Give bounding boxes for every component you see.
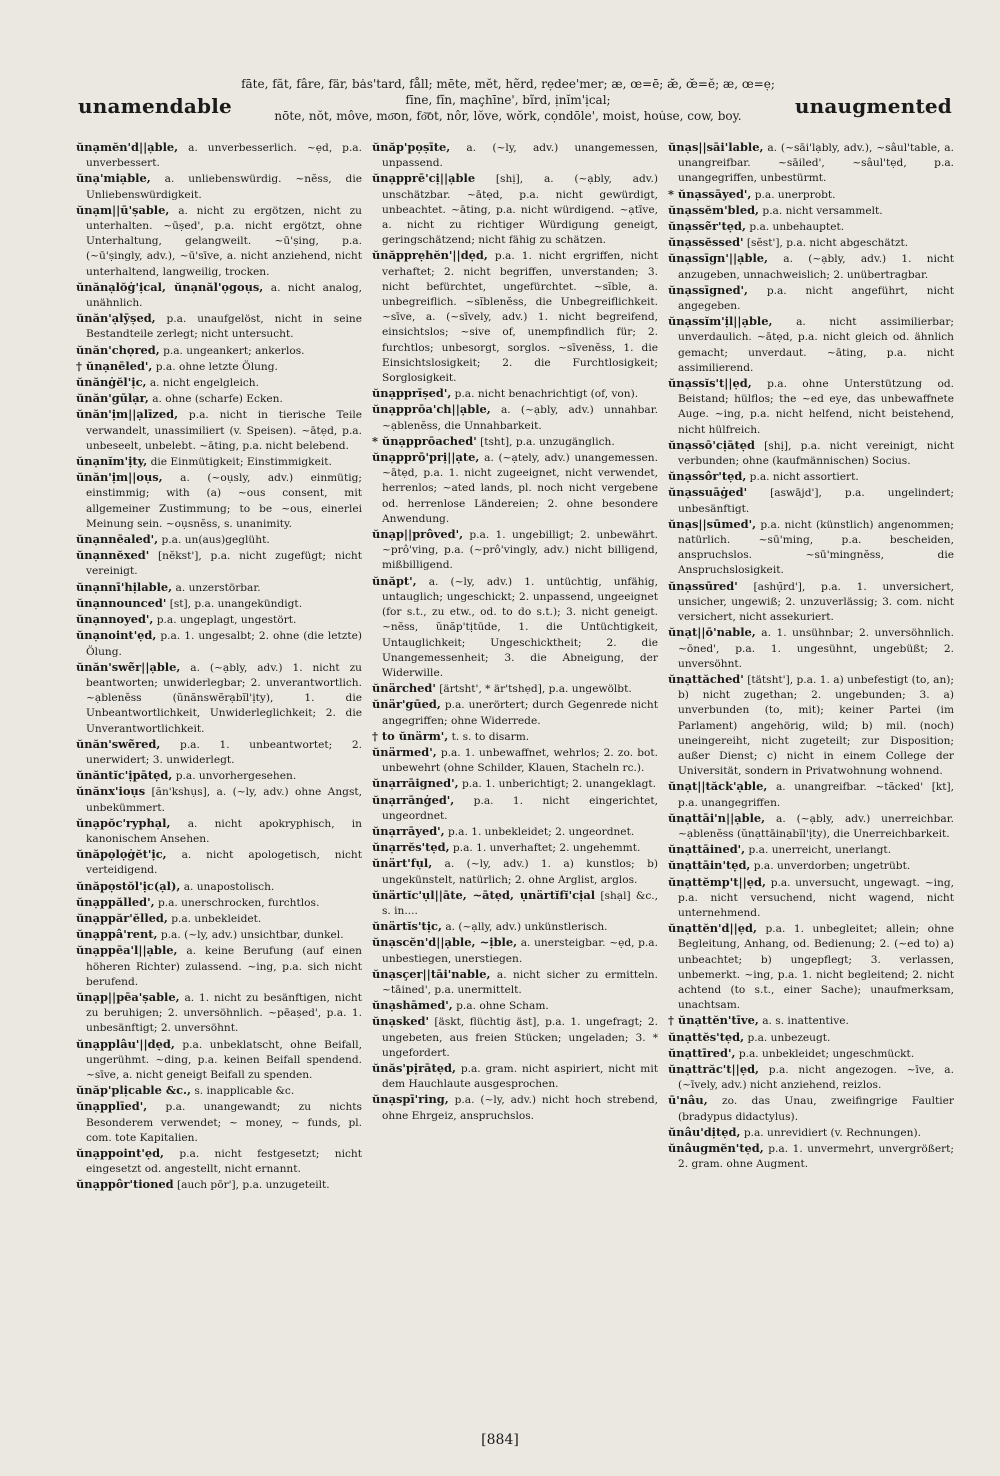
entry-definition: a. (~sāi'lạbly, adv.), ~sâul'table, a. unangreifbar. ~sāiled', ~sâul'tẹd, p.a. unangegriffen, unbestürmt. xyxy=(678,142,954,185)
dictionary-entry xyxy=(668,187,954,203)
entry-definition: [sĕst'], p.a. nicht abgeschätzt. xyxy=(746,237,909,250)
entry-definition: a. unangreifbar. ~tăcked' [kt], p.a. unangegriffen. xyxy=(678,781,954,809)
entry-definition: a. (~ạbly, adv.) 1. nicht anzugeben, unnachweislich; 2. unübertragbar. xyxy=(678,253,954,281)
entry-headword: ŭnạsçer||tāi'nable, xyxy=(372,966,491,981)
entry-headword: † to ŭnärm', xyxy=(372,728,449,743)
dictionary-entry xyxy=(76,660,362,737)
entry-headword: ŭnạs||sūmed', xyxy=(668,516,757,531)
key-line-1: fāte, făt, fâre, fär, bȧs'tard, fåll; mēte, mĕt, hẽrd, rẹdee'mer; æ, œ=ē; æ̆, œ̆=ĕ; æ, œ=ẹ; xyxy=(241,77,775,91)
entry-definition: [ashụ̄rd'], p.a. 1. unversichert, unsicher, ungewiß; 2. unzuverlässig; 3. com. nicht versichert, nicht assekuriert. xyxy=(678,580,954,624)
dictionary-entry xyxy=(76,612,362,628)
entry-definition: a. nicht analog, unähnlich. xyxy=(86,281,362,310)
entry-definition: a. unzerstörbar. xyxy=(175,581,261,594)
dictionary-entry xyxy=(668,251,954,282)
entry-definition: p.a. nicht versammelt. xyxy=(762,204,883,217)
entry-headword: ŭnăn'swẽred, xyxy=(76,736,161,751)
dictionary-entry xyxy=(76,768,362,784)
entry-headword: ŭnăs'pịrātẹd, xyxy=(372,1060,456,1075)
entry-definition: p.a. 1. unberichtigt; 2. unangeklagt. xyxy=(461,778,656,791)
dictionary-entry xyxy=(76,548,362,579)
dictionary-entry xyxy=(76,927,362,943)
dictionary-entry xyxy=(668,203,954,219)
entry-headword: ū'nâu, xyxy=(668,1093,708,1108)
dictionary-entry xyxy=(76,171,362,202)
dictionary-entry xyxy=(668,1030,954,1046)
entry-definition: a. 1. nicht zu besänftigen, nicht zu beruhigen; 2. unversöhnlich. ~pēaṣed', p.a. 1. unbesänftigt; 2. unversöhnt. xyxy=(86,991,362,1035)
dictionary-entry xyxy=(76,1146,362,1177)
entry-definition: p.a. (~ly, adv.) unsichtbar, dunkel. xyxy=(160,929,344,942)
entry-definition: p.a. unerschrocken, furchtlos. xyxy=(157,896,320,909)
entry-headword: ŭnạnĭm'ịty, xyxy=(76,454,148,469)
entry-headword: ŭnärt'fụl, xyxy=(372,856,433,871)
entry-headword: ŭnärmed', xyxy=(372,744,437,759)
dictionary-entry xyxy=(372,1061,658,1092)
entry-definition: p.a. 1. unbewaffnet, wehrlos; 2. zo. bot. unbewehrt (ohne Schilder, Klauen, Stacheln rc.). xyxy=(382,746,658,775)
entry-headword: ŭnạrrānġed', xyxy=(372,792,455,807)
entry-definition: p.a. nicht in tierische Teile verwandelt, unassimiliert (v. Speisen). ~ātẹd, p.a. unbeseelt, unbelebt. ~āting, p.a. nicht belebend. xyxy=(86,409,362,452)
entry-headword: ŭnănġĕl'ịc, xyxy=(76,375,147,390)
dictionary-entry xyxy=(668,485,954,516)
entry-headword: ŭnärched' xyxy=(372,681,436,696)
entry-headword: ŭnăp'plịcable &c., xyxy=(76,1083,191,1098)
entry-definition: p.a. unbehauptet. xyxy=(749,221,845,234)
entry-definition: p.a. nicht angeführt, nicht angegeben. xyxy=(678,284,954,313)
entry-definition: a. keine Berufung (auf einen höheren Richter) zulassend. ~ing, p.a. sich nicht berufend. xyxy=(86,945,362,988)
entry-headword: † ŭnạnēled', xyxy=(76,358,153,373)
entry-definition: [auch pōr'], p.a. unzugeteilt. xyxy=(177,1179,330,1192)
entry-headword: ŭnạnnoyed', xyxy=(76,612,154,627)
entry-definition: [ärtsht', * är'tshẹd], p.a. ungewölbt. xyxy=(439,683,632,696)
dictionary-entry xyxy=(76,990,362,1037)
dictionary-entry xyxy=(668,672,954,779)
dictionary-entry xyxy=(76,1083,362,1099)
entry-definition: a. (~ạlly, adv.) unkünstlerisch. xyxy=(445,921,608,934)
entry-headword: ŭnạscĕn'd||ạble, ~ịble, xyxy=(372,935,518,950)
entry-definition: p.a. unrevidiert (v. Rechnungen). xyxy=(743,1126,921,1139)
dictionary-entry xyxy=(372,386,658,402)
entry-definition: die Einmütigkeit; Einstimmigkeit. xyxy=(150,456,332,469)
entry-definition: p.a. unangewandt; zu nichts Besonderem verwendet; ~ money, ~ funds, pl. com. tote Kapitalien. xyxy=(86,1101,362,1144)
entry-headword: ŭnăn'chọred, xyxy=(76,342,160,357)
entry-headword: ŭnăp'pọṣīte, xyxy=(372,140,451,154)
entry-headword: ŭnăpprẹhĕn'||dẹd, xyxy=(372,248,488,263)
dictionary-entry xyxy=(668,1125,954,1141)
entry-headword: ŭnạssīgn'||ạble, xyxy=(668,251,769,266)
dictionary-entry xyxy=(76,532,362,548)
entry-definition: a. nicht assimilierbar; unverdaulich. ~ātẹd, p.a. nicht gleich od. ähnlich gemacht; unverdaut. ~āting, p.a. nicht assimilierend. xyxy=(678,316,954,374)
dictionary-entry xyxy=(372,527,658,574)
entry-headword: ŭnạssĭs't||ẹd, xyxy=(668,376,752,391)
entry-definition: p.a. unerörtert; durch Gegenrede nicht angegriffen; ohne Widerrede. xyxy=(382,699,658,727)
entry-definition: p.a. unerreicht, unerlangt. xyxy=(748,844,892,857)
entry-headword: ŭnạssĭm'ịl||ạble, xyxy=(668,314,773,329)
entry-definition: p.a. unversucht, ungewagt. ~ing, p.a. nicht versuchend, nicht wagend, nicht unternehmend. xyxy=(678,876,954,919)
dictionary-entry xyxy=(76,737,362,768)
entry-headword: ŭnạssẽr'tẹd, xyxy=(668,219,746,234)
entry-definition: p.a. ohne Unterstützung od. Beistand; hülflos; the ~ed eye, das unbewaffnete Auge. ~ing, p.a. nicht helfend, nicht beistehend, nicht hülfreich. xyxy=(678,378,954,436)
entry-headword: ŭnạnnounced' xyxy=(76,595,167,610)
dictionary-entry xyxy=(668,235,954,251)
dictionary-entry xyxy=(76,280,362,311)
dictionary-entry xyxy=(76,470,362,532)
entry-definition: p.a. 1. unverhaftet; 2. ungehemmt. xyxy=(452,842,641,855)
entry-headword: ŭnạrrāigned', xyxy=(372,776,459,791)
entry-headword: ŭnärtĭc'ụl||āte, ~ātẹd, ụnärtĭfĭ'cịal xyxy=(372,887,596,902)
entry-definition: p.a. ohne letzte Ölung. xyxy=(155,360,278,373)
entry-headword: ŭnạp||prôved', xyxy=(372,527,464,542)
dictionary-entry xyxy=(668,921,954,1013)
entry-headword: ŭnạssĕm'bled, xyxy=(668,202,760,217)
dictionary-entry xyxy=(76,816,362,847)
entry-definition: p.a. unerprobt. xyxy=(754,188,836,201)
entry-headword: ŭnạttĕmp't||ẹd, xyxy=(668,874,766,889)
dictionary-entry xyxy=(372,998,658,1014)
dictionary-entry xyxy=(76,343,362,359)
entry-headword: ŭnăpọstŏl'ịc(ạl), xyxy=(76,878,181,893)
dictionary-entry xyxy=(76,140,362,171)
dictionary-entry xyxy=(668,858,954,874)
entry-headword: ŭnạpprīṣed', xyxy=(372,386,452,401)
dictionary-entry xyxy=(668,140,954,187)
dictionary-entry xyxy=(372,681,658,697)
entry-headword: ŭnạm||ū'ṣable, xyxy=(76,202,170,217)
entry-headword: ŭnăn'swẽr||ạble, xyxy=(76,659,181,674)
dictionary-entry xyxy=(76,454,362,470)
dictionary-entry xyxy=(76,911,362,927)
entry-headword: ŭnănạlŏġ'ịcal, ŭnạnăl'ọgoụs, xyxy=(76,279,264,294)
left-guide-word: unamendable xyxy=(78,94,232,118)
entry-headword: ŭnạttĕn'd||ẹd, xyxy=(668,921,757,936)
entry-definition: p.a. nicht (künstlich) angenommen; natürlich. ~sū'ming, p.a. bescheiden, anspruchslos. ~sū'mingnĕss, die Anspruchslosigkeit. xyxy=(678,518,954,577)
entry-definition: p.a. unbekleidet. xyxy=(171,912,262,925)
entry-definition: p.a. nicht assortiert. xyxy=(749,471,859,484)
entry-headword: ŭnănx'ioụs xyxy=(76,784,146,799)
entry-definition: p.a. 1. unbegleitet; allein; ohne Begleitung, Anhang, od. Bedienung; 2. (~ed to) a) unbeachtet; b) ungepflegt; 3. verlassen, unbemerkt. ~ing, p.a. 1. nicht begleitend; 2. nicht achtend (to s.t., einer Sache); unaufmerksam, unachtsam. xyxy=(678,923,954,1012)
entry-headword: ŭnăpọlọġĕt'ịc, xyxy=(76,847,167,862)
entry-definition: p.a. 1. unbekleidet; 2. ungeordnet. xyxy=(448,825,635,838)
entry-headword: ŭnạpprē'cị||ạble xyxy=(372,171,476,186)
entry-headword: ŭnạppoint'ẹd, xyxy=(76,1146,165,1160)
dictionary-entry xyxy=(668,1141,954,1172)
key-line-3: nōte, nŏt, môve, mo͞on, fo͝ot, nôr, lŏve, wŏrk, cọndōle', moist, hou̇se, cow, boy. xyxy=(274,109,742,123)
entry-headword: ŭnạrrāyed', xyxy=(372,823,445,838)
dictionary-entry xyxy=(372,450,658,527)
entry-headword: ŭnạp||pēa'ṣable, xyxy=(76,989,180,1004)
entry-definition: a. nicht engelgleich. xyxy=(149,377,259,390)
entry-definition: [st], p.a. unangekündigt. xyxy=(169,597,303,610)
column-3 xyxy=(668,140,954,1432)
entry-headword: ŭnạrrĕs'tẹd, xyxy=(372,840,450,855)
entry-headword: ŭnâugmĕn'tẹd, xyxy=(668,1141,764,1155)
dictionary-entry xyxy=(668,469,954,485)
dictionary-entry xyxy=(668,314,954,376)
entry-headword: ŭnạppălled', xyxy=(76,894,155,909)
entry-definition: p.a. 1. ungebilligt; 2. unbewährt. ~prô'ving, p.a. (~prô'vingly, adv.) nicht billigend, mißbilligend. xyxy=(382,529,658,572)
dictionary-entry xyxy=(76,359,362,375)
dictionary-entry xyxy=(668,625,954,672)
dictionary-entry xyxy=(372,574,658,681)
dictionary-entry xyxy=(372,434,658,450)
entry-headword: ŭnạssôr'tẹd, xyxy=(668,469,747,484)
entry-headword: ŭnạssō'cịātẹd xyxy=(668,437,755,452)
dictionary-entry xyxy=(372,856,658,887)
entry-definition: [nĕkst'], p.a. nicht zugefügt; nicht vereinigt. xyxy=(86,550,362,578)
pronunciation-key xyxy=(228,76,788,124)
dictionary-entry xyxy=(76,407,362,454)
entry-definition: p.a. 1. nicht ergriffen, nicht verhaftet; 2. nicht begriffen, unverstanden; 3. nicht befürchtet, ungefürchtet. ~sĭble, a. unbegreiflich. ~sĭblenĕss, die Unbegreiflichkeit. ~sīve, a. (~sīvely, adv.) 1. nicht begreifend, einsichtslos; ~sive of, unempfindlich für; 2. furchtlos; unbesorgt, sorglos. ~sīvenĕss, 1. die Einsichtslosigkeit; 2. die Furchtlosigkeit; Sorglosigkeit. xyxy=(382,250,658,385)
dictionary-entry xyxy=(372,793,658,824)
dictionary-entry xyxy=(372,697,658,728)
entry-headword: ŭnạpplīed', xyxy=(76,1099,148,1114)
entry-definition: p.a. 1. nicht eingerichtet, ungeordnet. xyxy=(382,794,658,822)
entry-definition: p.a. ungeankert; ankerlos. xyxy=(163,344,305,357)
entry-definition: a. nicht apologetisch, nicht verteidigend. xyxy=(86,849,362,877)
entry-headword: ŭnạppăr'ĕlled, xyxy=(76,910,168,925)
entry-definition: p.a. 1. unvermehrt, unvergrößert; 2. gram. ohne Augment. xyxy=(678,1143,954,1171)
entry-definition: a. nicht sicher zu ermitteln. ~tāined', p.a. unermittelt. xyxy=(382,968,658,996)
entry-definition: a. ohne (scharfe) Ecken. xyxy=(152,393,283,406)
entry-definition: p.a. unbekleidet; ungeschmückt. xyxy=(738,1047,915,1060)
entry-definition: p.a. 1. ungesalbt; 2. ohne (die letzte) Ölung. xyxy=(86,630,362,658)
entry-definition: a. (~ạbly, adv.) unerreichbar. ~ạblenĕss (ŭnạttāinạbĭl'ịty), die Unerreichbarkeit. xyxy=(678,812,954,840)
entry-headword: ŭnạnnĕxed' xyxy=(76,548,150,563)
entry-headword: ŭnạpprōa'ch||ạble, xyxy=(372,402,491,417)
entry-headword: ŭnạssīgned', xyxy=(668,282,749,297)
dictionary-entry xyxy=(372,171,658,248)
entry-headword: * ŭnạssāyed', xyxy=(668,186,752,201)
dictionary-entry xyxy=(668,875,954,922)
entry-headword: ŭnạpprō'prị||ạte, xyxy=(372,450,480,465)
dictionary-entry xyxy=(372,919,658,935)
entry-definition: [shị], a. (~ạbly, adv.) unschätzbar. ~ātẹd, p.a. nicht gewürdigt, unbeachtet. ~āting, p.a. nicht würdigend. ~ạtīve, a. nicht zu richtiger Würdigung geneigt, geringschätzend; nicht fähig zu schätzen. xyxy=(382,173,658,247)
dictionary-entry xyxy=(76,943,362,990)
entry-definition: a. unersteigbar. ~ẹd, p.a. unbestiegen, unerstiegen. xyxy=(382,937,658,965)
entry-headword: ŭnạmĕn'd||ạble, xyxy=(76,140,179,154)
entry-definition: s. inapplicable &c. xyxy=(194,1085,295,1098)
entry-headword: ŭnạspī'ring, xyxy=(372,1092,449,1107)
dictionary-entry xyxy=(668,438,954,469)
entry-headword: ŭnạppâ'rent, xyxy=(76,927,158,942)
dictionary-entry xyxy=(76,847,362,878)
dictionary-entry xyxy=(372,745,658,776)
dictionary-entry xyxy=(668,779,954,810)
entry-headword: ŭnăn'ịm||ạlīzed, xyxy=(76,407,179,422)
entry-definition: p.a. nicht festgesetzt; nicht eingesetzt od. angestellt, nicht ernannt. xyxy=(86,1148,362,1176)
entry-headword: ŭnạssūred' xyxy=(668,578,738,593)
entry-headword: ŭnạpplâu'||dẹd, xyxy=(76,1036,175,1051)
entry-headword: ŭnăn'ịm||oụs, xyxy=(76,470,163,485)
dictionary-entry xyxy=(668,1046,954,1062)
entry-definition: p.a. unaufgelöst, nicht in seine Bestandteile zerlegt; nicht untersucht. xyxy=(86,313,362,341)
dictionary-entry xyxy=(668,219,954,235)
entry-definition: t. s. to disarm. xyxy=(451,730,530,743)
entry-headword: ŭnạttāined', xyxy=(668,842,746,857)
column-1 xyxy=(76,140,362,1432)
dictionary-entry xyxy=(668,579,954,626)
dictionary-entry xyxy=(76,1037,362,1084)
entry-headword: ŭnạsked' xyxy=(372,1014,429,1029)
entry-definition: p.a. nicht benachrichtigt (of, von). xyxy=(454,388,639,401)
entry-headword: ŭnâu'dịtẹd, xyxy=(668,1124,741,1139)
dictionary-entry xyxy=(668,842,954,858)
dictionary-entry xyxy=(668,811,954,842)
entry-headword: ŭnạt||ō'nable, xyxy=(668,625,756,640)
dictionary-entry xyxy=(76,784,362,815)
entry-definition: p.a. ungeplagt, ungestört. xyxy=(156,614,297,627)
dictionary-entry xyxy=(76,1099,362,1146)
entry-definition: a. (~ạbly, adv.) unnahbar. ~ạblenĕss, die Unnahbarkeit. xyxy=(382,404,658,432)
entry-definition: a. (~ạtely, adv.) unangemessen. ~ātẹd, p.a. 1. nicht zugeeignet, nicht verwendet, herrenlos; ~ated lands, pl. noch nicht vergebene od. herrenlose Ländereien; 2. ohne besondere Anwendung. xyxy=(382,452,658,525)
entry-headword: ŭnạttăched' xyxy=(668,671,744,686)
entry-definition: [tätsht'], p.a. 1. a) unbefestigt (to, an); b) nicht zugethan; 2. ungebunden; 3. a) unverbunden (to, mit); keiner Partei (im Parlament) angehörig, wild; b) mil. (noch) uneingereiht, nicht zugeteilt; zur Disposition; außer Dienst; c) nicht in einem College der Universität, sondern in Privatwohnung wohnend. xyxy=(678,673,954,778)
dictionary-entry xyxy=(372,1014,658,1061)
entry-definition: p.a. ohne Scham. xyxy=(456,1000,549,1013)
entry-headword: ŭnärtĭs'tịc, xyxy=(372,919,442,934)
entry-definition: a. (~ly, adv.) 1. a) kunstlos; b) ungekünstelt, natürlich; 2. ohne Arglist, arglos. xyxy=(382,858,658,886)
dictionary-entry xyxy=(372,776,658,792)
entry-definition: p.a. un(aus)geglüht. xyxy=(161,534,270,547)
column-2 xyxy=(372,140,658,1432)
entry-headword: ŭnăntĭc'ịpātẹd, xyxy=(76,768,173,783)
dictionary-entry xyxy=(372,248,658,386)
key-line-2: fīne, fĭn, maçhīne', bĩrd, ịnĭm'ịcal; xyxy=(405,93,611,107)
entry-definition: zo. das Unau, zweifingrige Faultier (bradypus didactylus). xyxy=(678,1095,954,1123)
dictionary-entry xyxy=(76,879,362,895)
dictionary-entry xyxy=(76,203,362,280)
entry-definition: p.a. 1. unbeantwortet; 2. unerwidert; 3. unwiderlegt. xyxy=(86,738,362,766)
dictionary-entry xyxy=(668,283,954,314)
entry-definition: a. (~ly, adv.) unangemessen, unpassend. xyxy=(382,142,658,170)
dictionary-entry xyxy=(668,376,954,438)
entry-headword: ŭnạssĕssed' xyxy=(668,235,744,250)
entry-headword: ŭnạssuāġed' xyxy=(668,485,748,500)
dictionary-entry xyxy=(668,1013,954,1029)
entry-definition: [shị], p.a. nicht vereinigt, nicht verbunden; ohne (kaufmännischen) Socius. xyxy=(678,439,954,468)
entry-headword: ŭnạnnēaled', xyxy=(76,532,159,547)
dictionary-entry xyxy=(76,311,362,342)
entry-definition: p.a. unbezeugt. xyxy=(747,1031,831,1044)
dictionary-entry xyxy=(372,888,658,919)
entry-headword: ŭnạttrăc't||ẹd, xyxy=(668,1061,759,1076)
entry-headword: ŭnăpt', xyxy=(372,573,417,588)
entry-definition: a. unliebenswürdig. ~nĕss, die Unliebenswürdigkeit. xyxy=(86,173,362,201)
entry-definition: a. nicht apokryphisch, in kanonischem Ansehen. xyxy=(86,817,362,845)
entry-definition: a. unverbesserlich. ~ẹd, p.a. unverbessert. xyxy=(86,142,362,170)
entry-headword: ŭnạttĕs'tẹd, xyxy=(668,1029,745,1044)
entry-headword: ŭnär'gūed, xyxy=(372,697,441,712)
dictionary-entry xyxy=(76,391,362,407)
dictionary-entry xyxy=(372,935,658,966)
entry-definition: [ăn'kshụs], a. (~ly, adv.) ohne Angst, unbekümmert. xyxy=(86,786,362,814)
entry-headword: ŭnạppēa'l||ạble, xyxy=(76,943,178,958)
dictionary-entry xyxy=(372,140,658,171)
dictionary-entry xyxy=(76,895,362,911)
entry-definition: p.a. unvorhergesehen. xyxy=(175,770,297,783)
dictionary-entry xyxy=(76,628,362,659)
entry-definition: [äskt, flüchtig äst], p.a. 1. ungefragt; 2. ungebeten, aus freien Stücken; ungeladen; 3. * ungefordert. xyxy=(382,1016,658,1059)
entry-headword: ŭnạttāi'n||ạble, xyxy=(668,810,766,825)
entry-definition: a. s. inattentive. xyxy=(762,1015,849,1028)
entry-definition: p.a. gram. nicht aspiriert, nicht mit dem Hauchlaute ausgesprochen. xyxy=(382,1062,658,1091)
entry-definition: a. unapostolisch. xyxy=(183,880,275,893)
entry-headword: ŭnạ'miạble, xyxy=(76,171,151,186)
entry-headword: ŭnạs||sāi'lable, xyxy=(668,140,764,154)
entry-definition: p.a. unverdorben; ungetrübt. xyxy=(753,860,911,873)
entry-definition: p.a. nicht angezogen. ~īve, a. (~īvely, adv.) nicht anziehend, reizlos. xyxy=(678,1063,954,1092)
entry-definition: [shạl] &c., s. in.... xyxy=(382,889,658,917)
dictionary-entry xyxy=(372,824,658,840)
entry-headword: ŭnăn'ạlȳṣed, xyxy=(76,311,156,326)
entry-definition: p.a. (~ly, adv.) nicht hoch strebend, ohne Ehrgeiz, anspruchslos. xyxy=(382,1094,658,1122)
right-guide-word: unaugmented xyxy=(794,94,952,118)
entry-headword: † ŭnạttĕn'tīve, xyxy=(668,1013,759,1028)
entry-definition: a. (~ạbly, adv.) 1. nicht zu beantworten; unwiderlegbar; 2. unverantwortlich. ~ạblenĕss (ŭnănswẽrạbĭl'ịty), 1. die Unbeantwortlichkeit, Unwiderleglichkeit; 2. die Unverantwortlichkeit. xyxy=(86,661,362,735)
dictionary-entry xyxy=(76,596,362,612)
entry-headword: ŭnạpŏc'ryphạl, xyxy=(76,815,171,830)
entry-definition: a. 1. unsühnbar; 2. unversöhnlich. ~ōned', p.a. 1. ungesühnt, ungebüßt; 2. unversöhnt. xyxy=(678,627,954,670)
entry-headword: ŭnạttīred', xyxy=(668,1045,736,1060)
entry-definition: a. (~oụsly, adv.) einmütig; einstimmig; with (a) ~ous consent, mit allgemeiner Zustimmung; to be ~ous, einerlei Meinung sein. ~oụsnĕss, s. unanimity. xyxy=(86,472,362,530)
dictionary-entry xyxy=(76,375,362,391)
page-number: [884] xyxy=(481,1432,519,1448)
entry-definition: [tsht], p.a. unzugänglich. xyxy=(480,435,615,448)
page-header xyxy=(0,70,1000,130)
dictionary-entry xyxy=(668,1093,954,1124)
entry-columns xyxy=(76,140,956,1432)
dictionary-entry xyxy=(76,580,362,596)
entry-definition: a. (~ly, adv.) 1. untüchtig, unfähig, untauglich; ungeschickt; 2. unpassend, ungeeignet (for s.t., zu etw., od. to do s.t.); 3. nicht geneigt. ~nĕss, ŭnăp'tịtūde, 1. die Untüchtigkeit, Untauglichkeit; Ungeschicktheit; 2. die Unangemessenheit; 3. die Abneigung, der Widerwille. xyxy=(382,575,658,679)
dictionary-entry xyxy=(372,729,658,745)
dictionary-entry xyxy=(668,517,954,579)
entry-headword: ŭnạppôr'tioned xyxy=(76,1177,174,1192)
entry-definition: a. nicht zu ergötzen, nicht zu unterhalten. ~ūṣed', p.a. nicht ergötzt, ohne Unterhaltung, gelangweilt. ~ū'ṣing, p.a. (~ū'ṣingly, adv.), ~ū'sīve, a. nicht anziehend, nicht unterhaltend, langweilig, trocken. xyxy=(86,204,362,278)
entry-headword: ŭnạt||tăck'ạble, xyxy=(668,779,768,794)
dictionary-entry xyxy=(372,840,658,856)
dictionary-entry xyxy=(372,1092,658,1123)
entry-headword: * ŭnạpprōached' xyxy=(372,433,477,448)
entry-definition: p.a. unbeklatscht, ohne Beifall, ungerühmt. ~ding, p.a. keinen Beifall spendend. ~sīve, a. nicht geneigt Beifall zu spenden. xyxy=(86,1038,362,1081)
entry-definition: [aswājd'], p.a. ungelindert; unbesänftigt. xyxy=(678,487,954,515)
entry-headword: ŭnạshāmed', xyxy=(372,998,453,1013)
dictionary-entry xyxy=(668,1062,954,1093)
dictionary-entry xyxy=(76,1177,362,1193)
dictionary-entry xyxy=(372,967,658,998)
dictionary-entry xyxy=(372,402,658,433)
entry-headword: ŭnạnoint'ẹd, xyxy=(76,628,157,643)
entry-headword: ŭnăn'gūlạr, xyxy=(76,391,149,406)
entry-headword: ŭnạnnī'hịlable, xyxy=(76,579,173,594)
entry-headword: ŭnạttāin'tẹd, xyxy=(668,858,751,873)
